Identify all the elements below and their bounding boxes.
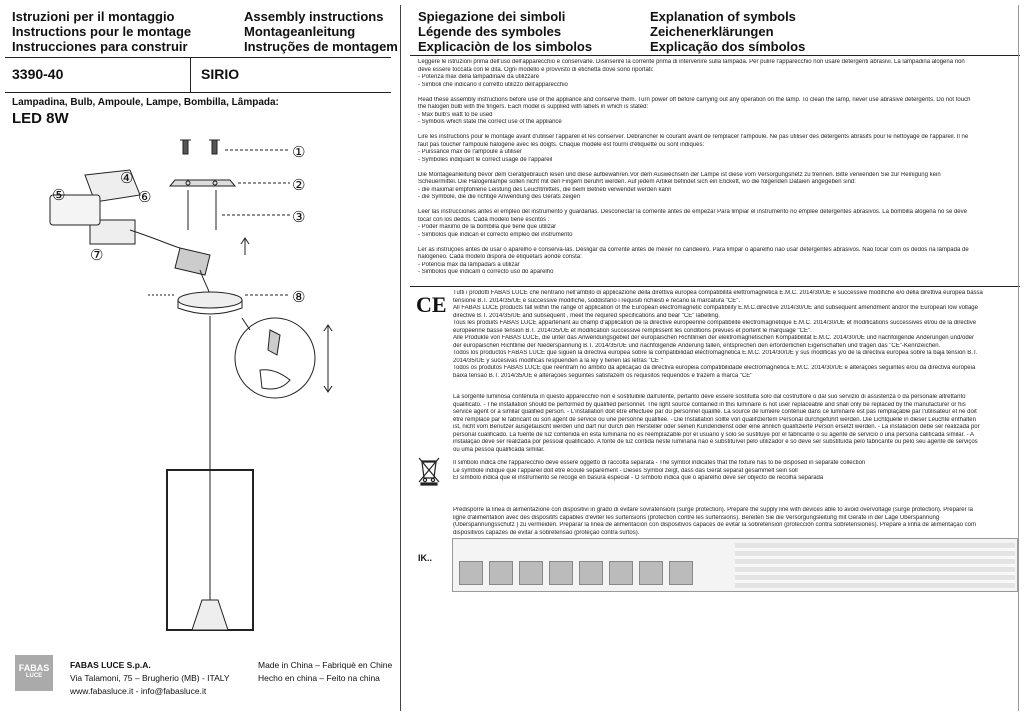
page-divider (400, 5, 401, 711)
text-line: tensione B.T. 2014/35/UE e successive modifiche, soddisfano i requisiti richiesti e recano la marcatura "CE". (453, 297, 741, 304)
text-line: Ler as instruções antes de usar o aparelho e conservá-las. Desligar da corrente antes de mexer no candeeiro. Para limpar o aparelho não usar detergentes abrasivos. Não tocar com os dedos na lâmpada de (418, 246, 969, 253)
ce-mark-icon: CE (416, 292, 447, 317)
product-code: 3390-40 (12, 66, 64, 82)
screw-icon (180, 140, 191, 154)
light-source-text (453, 394, 1018, 454)
divider (190, 57, 191, 92)
logo-text: FABAS (18, 663, 50, 673)
text-line: - Simboli che indicano il corretto utilizzo dell'apparecchio (418, 81, 568, 88)
text-line: personal cualificado. La fuente de luz contenida en esta luminaria no es reemplazable por el usuario y sólo se sustituye por el fabricante o su agente de servicio o una persona calificada similar. - A (453, 431, 974, 438)
header-line: Explicação dos símbolos (650, 39, 806, 54)
text-line: baixa tensão B.T. 2014/35/UE e alterações seguintes satisfazem os requisitos requeridos e trazem a marca "CE" (453, 372, 753, 379)
text-line: ligne d'alimentation avec des dispositifs capables d'éviter les surtensions (protection contre les surtensions). Bereiten Sie die Versorgungsleitung mit Geräte in der Lage Überspannung (453, 514, 940, 521)
callout-3: ③ (292, 208, 306, 226)
text-line: Le symbole indique que l'appareil doit être écoulé séparément - Dieses Symbol zeigt, dass das Gerät separat gesammelt sein soll (453, 467, 798, 474)
text-line: - die maximal empfohlene Leistung des Leuchtmittels, die beim Betrieb verwendet werden kann (418, 186, 672, 193)
text-line: Leggere le istruzioni prima dell'uso dell'apparecchio e conservarle. Disinserire la corrente prima di intervenire sulla lampada. Per pulire l'apparecchio non usare detergenti abrasivi. La lampadina alogena non (418, 59, 965, 65)
callout-2: ② (292, 176, 306, 194)
impact-box-icon (669, 561, 693, 585)
text-line: - die Symbole, die die richtige Anwendung des Geräts zeigen (418, 194, 581, 200)
surge-text (453, 507, 1018, 537)
text-line: Scheuermittel. Die Halogenlampe sollen nicht mit den Fingern berührt werden. Auf jedem Artikel befindet sich ein Etickett, wo die folgenden Dataien angegeben sind: (418, 179, 856, 185)
text-line: - Simbolos que indican el correcto empleo del instrumento (418, 231, 573, 238)
text-line: Leer las instrucciones antes el empleo del instrumento y guardarlas. Desconectar la corriente antes de empezar Para limpiar el instrumento no emplee detergentes abrasivos. La bombilla alógena no se deve (418, 209, 967, 215)
text-line: 2014/35/UE y sucesivas modificas respuenden a la ley y tienen las letras "CE " (453, 357, 663, 364)
text-line: der europäischen Richtlinie der Niederspannung B.T. 2014/35/UE und nachfolgende Änderung fallen, entsprechen den erforderlichen Eigenschaften und tragen das "CE"-Kennzeichen. (453, 342, 941, 349)
left-header-col1 (12, 9, 191, 54)
text-line: être remplacé par le fabricant ou son agent de service ou une personne qualifiée. - Die Installation sollte von qualifiziertem Personal durchgeführt werden. Die Lichtquelle in dieser Leuchte enthalten (453, 416, 976, 423)
weee-text (453, 460, 1018, 483)
page-edge (1018, 5, 1019, 711)
header-line: Instructions pour le montage (12, 24, 192, 39)
ik-grid (735, 543, 1015, 589)
bulb-type: LED 8W (12, 110, 69, 127)
bulb-heading: Lampadina, Bulb, Ampoule, Lampe, Bombilla, Lâmpada: (12, 97, 279, 108)
divider (410, 286, 1020, 287)
text-line: (Überspannungsschutz ) zu vermeiden. Preparar la línea de alimentación con dispositivos capaces de evitar la sobretensión (protección contra sobretensiones). Prepare a linha de alimentação com (453, 522, 976, 528)
text-line: Read these assembly instructions before use of the appliance and conserve them. Turn power off before carrying out any operation on the lamp. To clean the lamp, never use abrasive detergents. Do not touch (418, 96, 971, 103)
text-line: La sorgente luminosa contenuta in questo apparecchio non è sostituibile dall'utente, pertanto deve essere sostituita solo dal costruttore o dal suo servizio di assistenza o da personale altrettanto (453, 394, 966, 400)
made-in-line: Made in China – Fabriquè en Chine (258, 660, 393, 670)
text-line: deve essere toccata con le dita. Ogni modello è provvisto di etichetta dove sono riportati: (418, 66, 654, 73)
company-name: FABAS LUCE S.p.A. (70, 660, 151, 670)
ce-text (453, 290, 1018, 380)
left-header-col2 (244, 9, 398, 54)
divider (5, 57, 391, 58)
header-line: Zeichenerklärungen (650, 24, 774, 39)
text-line: Die Montageanleitung bevor dem Gerätgebrauch lesen und diese aufbewahren.Vor dem Auswechseln der Lampe ist diese vom Versorgungsnetz zu trennen. Bitte verwenden Sie zur Reinigung kein (418, 171, 941, 178)
text-line: Tutti i prodotti FABAS LUCE che rientrano nell'ambito di applicazione della direttiva europea compatibilità elettromagnetica E.M.C. 2014/30/UE e successive modifiche e/o della direttiva europea bassa (453, 290, 983, 296)
text-line: - Simbolos que indicam o correcto uso do aparelho (418, 269, 554, 275)
header-line: Spiegazione dei simboli (418, 9, 566, 24)
right-header-col2 (650, 9, 805, 54)
text-line: - Symboles indiquant le correct usage de l'appareil (418, 156, 553, 163)
callout-8: ⑧ (292, 288, 306, 306)
symbols-text (418, 59, 1018, 277)
callout-7: ⑦ (90, 246, 104, 264)
text-line: Il simbolo indica che l'apparecchio deve essere oggetto di raccolta separata - The symbol indicates that the fixture has to be disposed in separate collection (453, 460, 866, 466)
text-line: El símbolo indica que el instrumento se recoge en basura especial - O símbolo indica que o aparelho deve ser objecto de recolha separada (453, 475, 824, 481)
text-line: qualificato. - The installation should be performed by qualified personnel. The light source contained in this luminaire is not user replaceable and shall only be replaced by the manufacturer or his (453, 401, 966, 408)
text-line: service agent or a similar qualified person. - L'installation doit être effectuée par du personnel qualifié. La source de lumière contenue dans ce luminaire est pas remplaçable par l'utilisateur et ne doit (453, 409, 977, 415)
text-line: tocar con los dedos. Cada modelo tiene escritos : (418, 216, 550, 223)
text-line: ist, nicht vom Benutzer ausgetauscht werden und darf nur durch den Hersteller oder seinen Kundendienst oder eine ähnlich qualifizierte Person ersetzt werden. - La instalación debe ser realizada por (453, 424, 980, 430)
text-line: - Potenza max della lampadina/e da utilizzare (418, 74, 540, 80)
divider (410, 55, 1020, 56)
impact-box-icon (519, 561, 543, 585)
header-line: Istruzioni per il montaggio (12, 9, 175, 24)
impact-box-icon (609, 561, 633, 585)
text-line: halogéneo. Cada modelo disporá de etiqueta/s aonde consta: (418, 254, 582, 260)
callout-1: ① (292, 143, 306, 161)
product-name: SIRIO (201, 66, 240, 82)
header-line: Explicaciòn de los simbolos (418, 39, 593, 54)
text-line: directive B.T. 2014/35/UE and subsequent , meet the required specifications and bear "CE" labelling. (453, 312, 720, 319)
impact-box-icon (579, 561, 603, 585)
company-address: Via Talamoni, 75 – Brugherio (MB) - ITALY (70, 673, 230, 683)
header-line: Légende des symboles (418, 24, 562, 39)
impact-box-icon (459, 561, 483, 585)
right-header-col1 (418, 9, 592, 54)
text-line: the halogen bulb with the fingers. Each model is supplied with labels in which is stated: (418, 104, 649, 110)
callout-6: ⑥ (138, 188, 152, 206)
text-line: européenne basse tension B.T. 2014/35/UE et modification successive remplissent les conditions prévues et portent le marquage "CE". (453, 327, 812, 334)
ik-table (452, 538, 1018, 592)
header-line: Montageanleitung (244, 24, 356, 39)
assembly-diagram (30, 130, 390, 650)
text-line: - Puissance max de l'ampoule à utiliser (418, 149, 522, 155)
logo-subtext: LUCE (25, 673, 43, 679)
text-line: Tous les produits FABAS LUCE appartenant au champ d'application de la directive européenne compatibilité électromagnétique E.M.C. 2014/30/UE et modifications successives et/ou de la directive (453, 320, 977, 326)
text-line: - Poder màximo de la bombilla que tiene que utilizar (418, 224, 557, 230)
text-line: Lire les instructions pour le montage avant d'utiliser l'appareil et les conserver. Débrancher le courant avant de remplacer l'ampoule. Ne pas utiliser des détergents abrasifs pour le nettoyage de l'appareil. Il ne (418, 134, 969, 140)
impact-box-icon (549, 561, 573, 585)
callout-5: ⑤ (52, 186, 66, 204)
header-line: Instruções de montagem (244, 39, 398, 54)
screw-icon (209, 140, 220, 154)
divider (5, 92, 391, 93)
company-web: www.fabasluce.it - info@fabasluce.it (70, 686, 207, 696)
text-line: dispositivos capazes de evitar a sobretensão (proteção contra surtos). (453, 529, 640, 536)
text-line: All FABAS LUCE products fall within the range of application of the European electromagnetic compatibility E.M.C.directive 2014/30/UE and subsequent amendment and/or the European low voltage (453, 305, 978, 311)
callout-4: ④ (120, 169, 134, 187)
impact-box-icon (489, 561, 513, 585)
company-info (70, 659, 230, 698)
fabas-logo (15, 655, 53, 691)
text-line: - Max bulb's watt to be used (418, 111, 493, 118)
header-line: Explanation of symbols (650, 9, 796, 24)
text-line: - Potencia max da lâmpada/s a utilizar (418, 261, 520, 268)
made-in (258, 659, 392, 685)
text-line: Todos os produtos FABAS LUCE que reentram no âmbito da aplicação da directiva europeia compatibilidade electromagnética E.M.C. 2014/30/UE e alterações seguintes e/ou da directiva europeia (453, 365, 976, 371)
text-line: faut pas toucher l'ampoule halogène avec les doigts. Chaque modèle est fourni d'étiquette où sont indiqués: (418, 141, 705, 148)
wheelie-bin-crossed-icon (418, 456, 440, 486)
made-in-line: Hecho en china – Feito na china (258, 673, 380, 683)
text-line: - Symbols which state the correct use of the appliance (418, 119, 562, 125)
impact-box-icon (639, 561, 663, 585)
ik-impact-icons (459, 561, 693, 585)
text-line: Alle Produkte von FABAS LUCE, die unter das Anwendungsgebiet der europäischen Richtlinien der elektromagnetischen Kompatibilität E.M.C. 2014/30/UE und nachfolgende Änderungen und/oder (453, 335, 974, 341)
text-line: ou uma pessoa qualificada similar. (453, 446, 545, 453)
header-line: Assembly instructions (244, 9, 384, 24)
header-line: Instrucciones para construir (12, 39, 188, 54)
ik-label: IK.. (418, 553, 433, 563)
text-line: Predisporre la linea di alimentazione con dispositivi in grado di evitare sovratensioni (surge protection). Prepare the supply line with devices able to avoid overvoltage (surge protection). Préparer la (453, 507, 973, 513)
text-line: instalação deve ser realizada por pessoal qualificado. A fonte de luz contida neste luminária não é substituível pelo utilizador e só deve ser substituída pelo fabricante ou pelo seu agente de serviços (453, 439, 978, 445)
text-line: Todos los productos FABAS LUCE que siguen la directiva europea sobre la compatibilidad electromagnética E.M.C. 2014/30/UE y sus modificas y/o de la directiva europea sobre la baja tensión B.T. (453, 350, 978, 356)
